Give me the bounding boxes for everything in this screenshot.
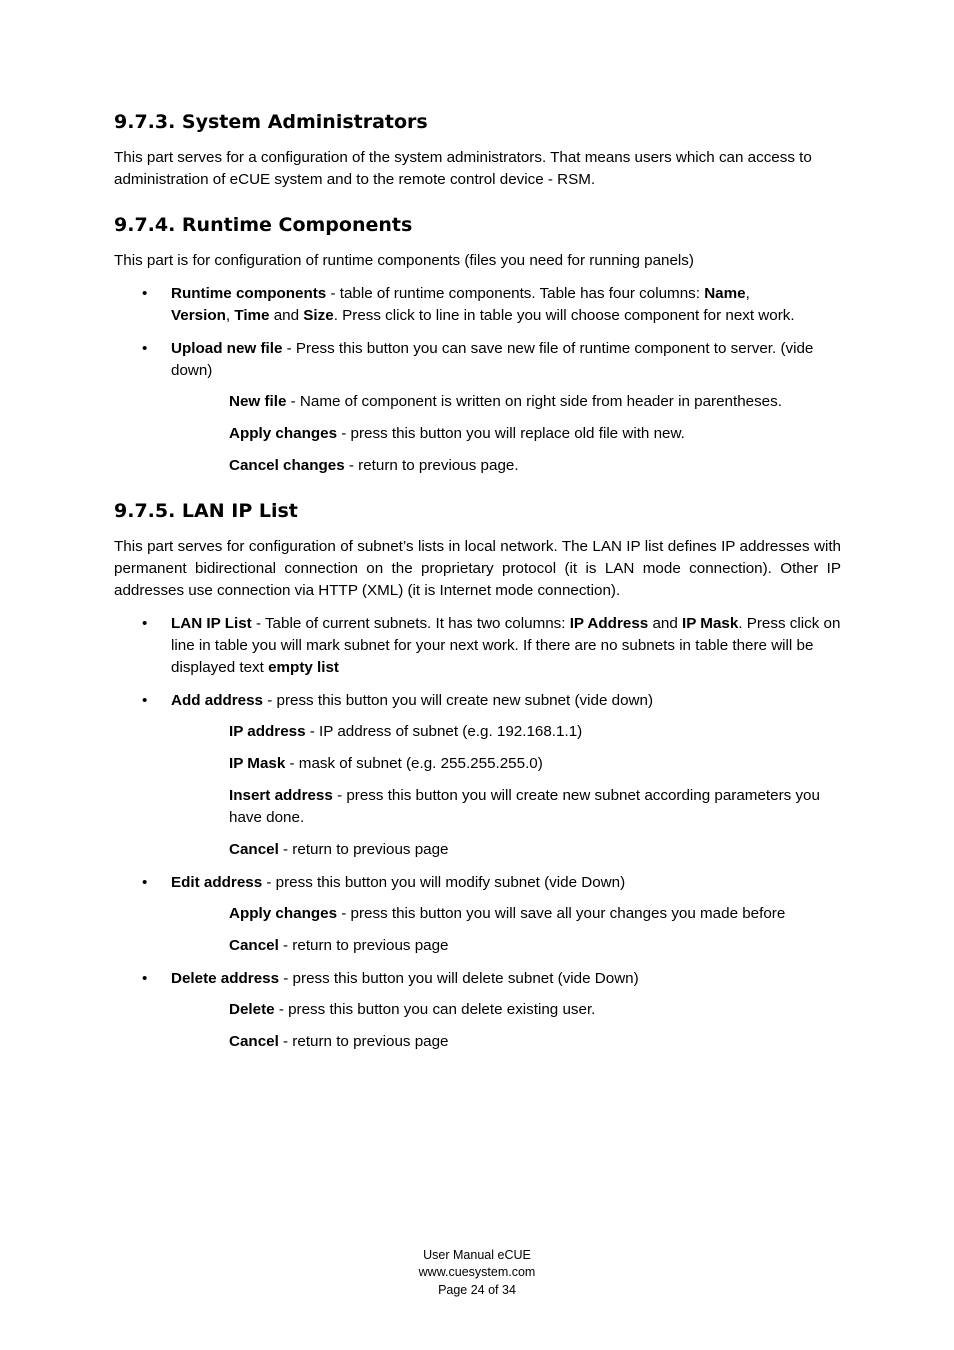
heading-system-administrators: 9.7.3. System Administrators [114, 111, 428, 133]
bullet-marker: • [142, 692, 148, 709]
sub-item-cancel: Cancel - return to previous page [229, 841, 449, 858]
sub-item-cancel-changes: Cancel changes - return to previous page. [229, 457, 519, 474]
footer-page-number: Page 24 of 34 [438, 1283, 516, 1297]
list-item-delete-address: Delete address - press this button you will delete subnet (vide Down) [171, 970, 639, 987]
list-item-upload-new-file: Upload new file - Press this button you can save new file of runtime component to server. (vide down) [171, 340, 814, 379]
runtime-components-intro: This part is for configuration of runtime components (files you need for running panels) [114, 252, 694, 269]
list-item-add-address: Add address - press this button you will create new subnet (vide down) [171, 692, 654, 709]
bullet-marker: • [142, 615, 148, 632]
bullet-marker: • [142, 874, 148, 891]
sub-item-apply-changes: Apply changes - press this button you will replace old file with new. [229, 425, 685, 442]
heading-lan-ip-list: 9.7.5. LAN IP List [114, 500, 298, 522]
sub-item-insert-address: Insert address - press this button you will create new subnet according parameters you have done. [229, 787, 820, 826]
list-item-edit-address: Edit address - press this button you will modify subnet (vide Down) [171, 874, 626, 891]
bullet-marker: • [142, 285, 148, 302]
bullet-marker: • [142, 970, 148, 987]
lan-ip-list-paragraph: This part serves for configuration of subnet’s lists in local network. The LAN IP list defines IP addresses with permanent bidirectional connection on the proprietary protocol (it is LAN mode connection). Other IP addresses use connection via HTTP (XML) (it is Internet mode connection). [114, 538, 841, 599]
sub-item-delete: Delete - press this button you can delete existing user. [229, 1001, 596, 1018]
sub-item-ip-address: IP address - IP address of subnet (e.g. 192.168.1.1) [229, 723, 583, 740]
footer-website: www.cuesystem.com [418, 1265, 536, 1279]
sub-item-ip-mask: IP Mask - mask of subnet (e.g. 255.255.255.0) [229, 755, 543, 772]
heading-runtime-components: 9.7.4. Runtime Components [114, 214, 413, 236]
system-administrators-paragraph: This part serves for a configuration of the system administrators. That means users which can access to administration of eCUE system and to the remote control device - RSM. [114, 149, 812, 188]
sub-item-cancel: Cancel - return to previous page [229, 1033, 449, 1050]
sub-item-new-file: New file - Name of component is written on right side from header in parentheses. [229, 393, 782, 410]
footer-title: User Manual eCUE [423, 1248, 531, 1262]
sub-item-cancel: Cancel - return to previous page [229, 937, 449, 954]
list-item-runtime-components: Runtime components - table of runtime components. Table has four columns: Name, Version, Time and Size. Press click to line in table you will choose component for next work. [171, 285, 795, 324]
list-item-lan-ip-list: LAN IP List - Table of current subnets. It has two columns: IP Address and IP Mask. Press click on line in table you will mark subnet for your next work. If there are no subnets in table there will be displayed text empty list [171, 615, 841, 676]
sub-item-apply-changes: Apply changes - press this button you will save all your changes you made before [229, 905, 786, 922]
bullet-marker: • [142, 340, 148, 357]
